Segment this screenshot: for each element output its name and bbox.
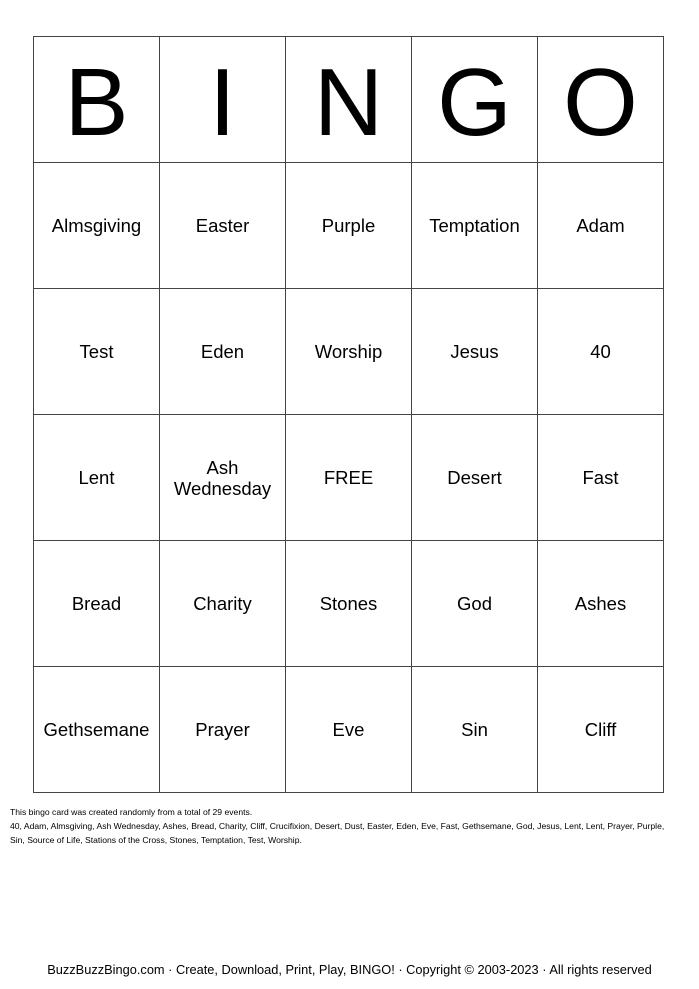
bingo-cell: Bread (34, 541, 160, 667)
bingo-cell: Stones (286, 541, 412, 667)
bingo-cell: Almsgiving (34, 163, 160, 289)
grid-row (34, 667, 664, 793)
footer-text: BuzzBuzzBingo.com · Create, Download, Print, Play, BINGO! · Copyright © 2003-2023 · All rights reserved (47, 962, 652, 977)
bingo-cell: Charity (160, 541, 286, 667)
grid-row (34, 163, 664, 289)
bingo-cell: Eve (286, 667, 412, 793)
header-letter-g: G (412, 37, 538, 163)
card-info (10, 805, 680, 847)
bingo-cell: 40 (538, 289, 664, 415)
bingo-cell: Purple (286, 163, 412, 289)
header-letter-o: O (538, 37, 664, 163)
bingo-cell: Eden (160, 289, 286, 415)
header-row (34, 37, 664, 163)
bingo-cell: Adam (538, 163, 664, 289)
bingo-cell: Fast (538, 415, 664, 541)
card-info-summary: This bingo card was created randomly from a total of 29 events. (10, 807, 253, 817)
bingo-cell: Prayer (160, 667, 286, 793)
bingo-cell: Desert (412, 415, 538, 541)
bingo-cell: Sin (412, 667, 538, 793)
card-info-event-list: 40, Adam, Almsgiving, Ash Wednesday, Ashes, Bread, Charity, Cliff, Crucifixion, Desert, Dust, Easter, Eden, Eve, Fast, Gethsemane, God, Jesus, Lent, Lent, Prayer, Purple, Sin, Source of Life, Stations of the Cross, Stones, Temptation, Test, Worship. (10, 821, 665, 845)
free-cell: FREE (286, 415, 412, 541)
grid-row (34, 415, 664, 541)
bingo-cell: God (412, 541, 538, 667)
grid-row (34, 289, 664, 415)
header-letter-b: B (34, 37, 160, 163)
grid-row (34, 541, 664, 667)
bingo-cell: Ash Wednesday (160, 415, 286, 541)
header-letter-i: I (160, 37, 286, 163)
bingo-cell: Easter (160, 163, 286, 289)
bingo-cell: Temptation (412, 163, 538, 289)
header-letter-n: N (286, 37, 412, 163)
bingo-cell: Jesus (412, 289, 538, 415)
bingo-card (33, 36, 664, 793)
bingo-cell: Worship (286, 289, 412, 415)
bingo-cell: Ashes (538, 541, 664, 667)
bingo-cell: Cliff (538, 667, 664, 793)
bingo-cell: Test (34, 289, 160, 415)
bingo-cell: Lent (34, 415, 160, 541)
bingo-cell: Gethsemane (34, 667, 160, 793)
